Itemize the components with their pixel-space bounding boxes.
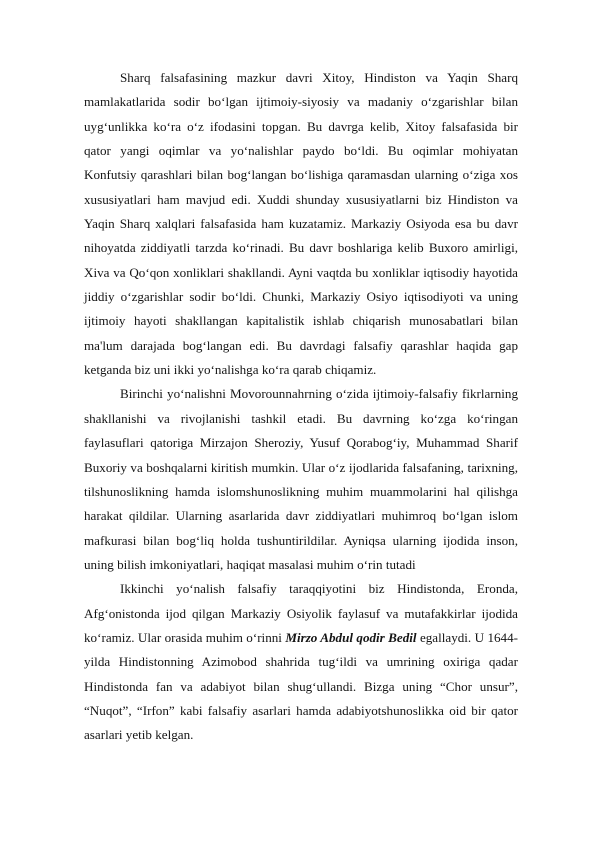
- paragraph-3: [84, 577, 518, 747]
- paragraph-3-text-after: egallaydi. U 1644-yilda Hindistonning Azimobod shahrida tug‘ildi va umrining oxiriga qadar Hindistonda fan va adabiyot bilan shug‘ullandi. Bizga uning “Chor unsur”, “Nuqot”, “Irfon” kabi falsafiy asarlari hamda adabiyotshunoslikka oid bir qator asarlari yetib kelgan.: [84, 629, 519, 743]
- paragraph-3-text-before: Ikkinchi yo‘nalish falsafiy taraqqiyotini biz Hindistonda, Eronda, Afg‘onistonda ijod qilgan Markaziy Osiyolik faylasuf va mutafakkirlar ijodida ko‘ramiz. Ular orasida muhim o‘rinni: [84, 581, 518, 645]
- emphasized-name: Mirzo Abdul qodir Bedil: [285, 629, 417, 645]
- paragraph-1: Sharq falsafasining mazkur davri Xitoy, Hindiston va Yaqin Sharq mamlakatlarida sodir bo‘lgan ijtimoiy-siyosiy va madaniy o‘zgarishlar bilan uyg‘unlikka ko‘ra o‘z ifodasini topgan. Bu davrga kelib, Xitoy falsafasida bir qator yangi oqimlar va yo‘nalishlar paydo bo‘ldi. Bu oqimlar mohiyatan Konfutsiy qarashlari bilan bog‘langan bo‘lishiga qaramasdan ularning o‘ziga xos xususiyatlari ham mavjud edi. Xuddi shunday xususiyatlarni biz Hindiston va Yaqin Sharq xalqlari falsafasida ham kuzatamiz. Markaziy Osiyoda esa bu davr nihoyatda ziddiyatli tarzda ko‘rinadi. Bu davr boshlariga kelib Buxoro amirligi, Xiva va Qo‘qon xonliklari shakllandi. Ayni vaqtda bu xonliklar iqtisodiy hayotida jiddiy o‘zgarishlar sodir bo‘ldi. Chunki, Markaziy Osiyo iqtisodiyoti va uning ijtimoiy hayoti shakllangan kapitalistik ishlab chiqarish munosabatlari bilan ma'lum darajada bog‘langan edi. Bu davrdagi falsafiy qarashlar haqida gap ketganda biz uni ikki yo‘nalishga ko‘ra qarab chiqamiz.: [84, 70, 518, 378]
- body-text: [84, 66, 518, 748]
- paragraph-2: Birinchi yo‘nalishni Movorounnahrning o‘zida ijtimoiy-falsafiy fikrlarning shakllanishi va rivojlanishi tashkil etadi. Bu davrning ko‘zga ko‘ringan faylasuflari qatoriga Mirzajon Sheroziy, Yusuf Qorabog‘iy, Muhammad Sharif Buxoriy va boshqalarni kiritish mumkin. Ular o‘z ijodlarida falsafaning, tarixning, tilshunoslikning hamda islomshunoslikning muhim muammolarini hal qilishga harakat qildilar. Ularning asarlarida davr ziddiyatlari muhimroq bo‘lgan islom mafkurasi bilan bog‘liq holda tushuntirildilar. Ayniqsa ularning ijodida inson, uning bilish imkoniyatlari, haqiqat masalasi muhim o‘rin tutadi: [84, 386, 518, 572]
